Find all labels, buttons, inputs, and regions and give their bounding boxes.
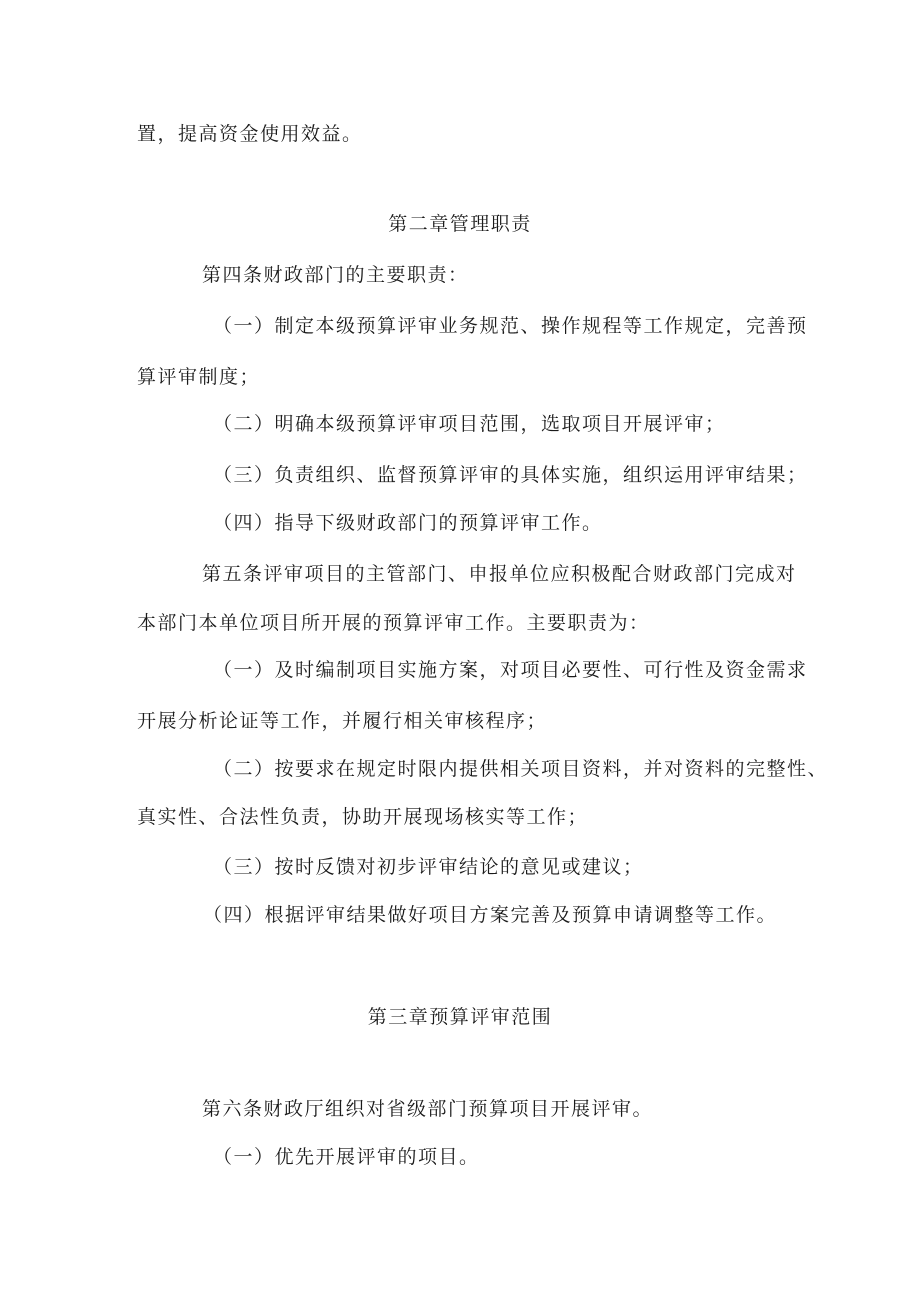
article-six-intro: 第六条财政厅组织对省级部门预算项目开展评审。 bbox=[202, 1098, 654, 1120]
article-four-item-three: （三）负责组织、监督预算评审的具体实施，组织运用评审结果； bbox=[213, 464, 808, 486]
article-four-item-four: （四）指导下级财政部门的预算评审工作。 bbox=[213, 512, 603, 534]
article-five-line-two: 本部门本单位项目所开展的预算评审工作。主要职责为： bbox=[137, 612, 650, 634]
article-five-item-three: （三）按时反馈对初步评审结论的意见或建议； bbox=[213, 856, 644, 878]
article-four-item-one-line-one: （一）制定本级预算评审业务规范、操作规程等工作规定，完善预 bbox=[213, 315, 808, 337]
article-five-item-two-line-two: 真实性、合法性负责，协助开展现场核实等工作； bbox=[137, 806, 589, 828]
article-four-item-one-line-two: 算评审制度； bbox=[137, 366, 261, 388]
article-four-intro: 第四条财政部门的主要职责： bbox=[202, 264, 469, 286]
chapter-two-title: 第二章管理职责 bbox=[388, 213, 532, 235]
chapter-three-title: 第三章预算评审范围 bbox=[367, 1006, 553, 1028]
article-six-item-one: （一）优先开展评审的项目。 bbox=[213, 1146, 480, 1168]
article-five-item-four: （四）根据评审结果做好项目方案完善及预算申请调整等工作。 bbox=[203, 904, 778, 926]
article-five-item-one-line-two: 开展分析论证等工作，并履行相关审核程序； bbox=[137, 710, 548, 732]
article-five-item-one-line-one: （一）及时编制项目实施方案，对项目必要性、可行性及资金需求 bbox=[213, 659, 808, 681]
article-five-line-one: 第五条评审项目的主管部门、申报单位应积极配合财政部门完成对 bbox=[202, 563, 797, 585]
article-five-item-two-line-one: （二）按要求在规定时限内提供相关项目资料，并对资料的完整性、 bbox=[213, 758, 829, 780]
article-four-item-two: （二）明确本级预算评审项目范围，选取项目开展评审； bbox=[213, 413, 726, 435]
paragraph-continuation: 置，提高资金使用效益。 bbox=[137, 123, 363, 145]
